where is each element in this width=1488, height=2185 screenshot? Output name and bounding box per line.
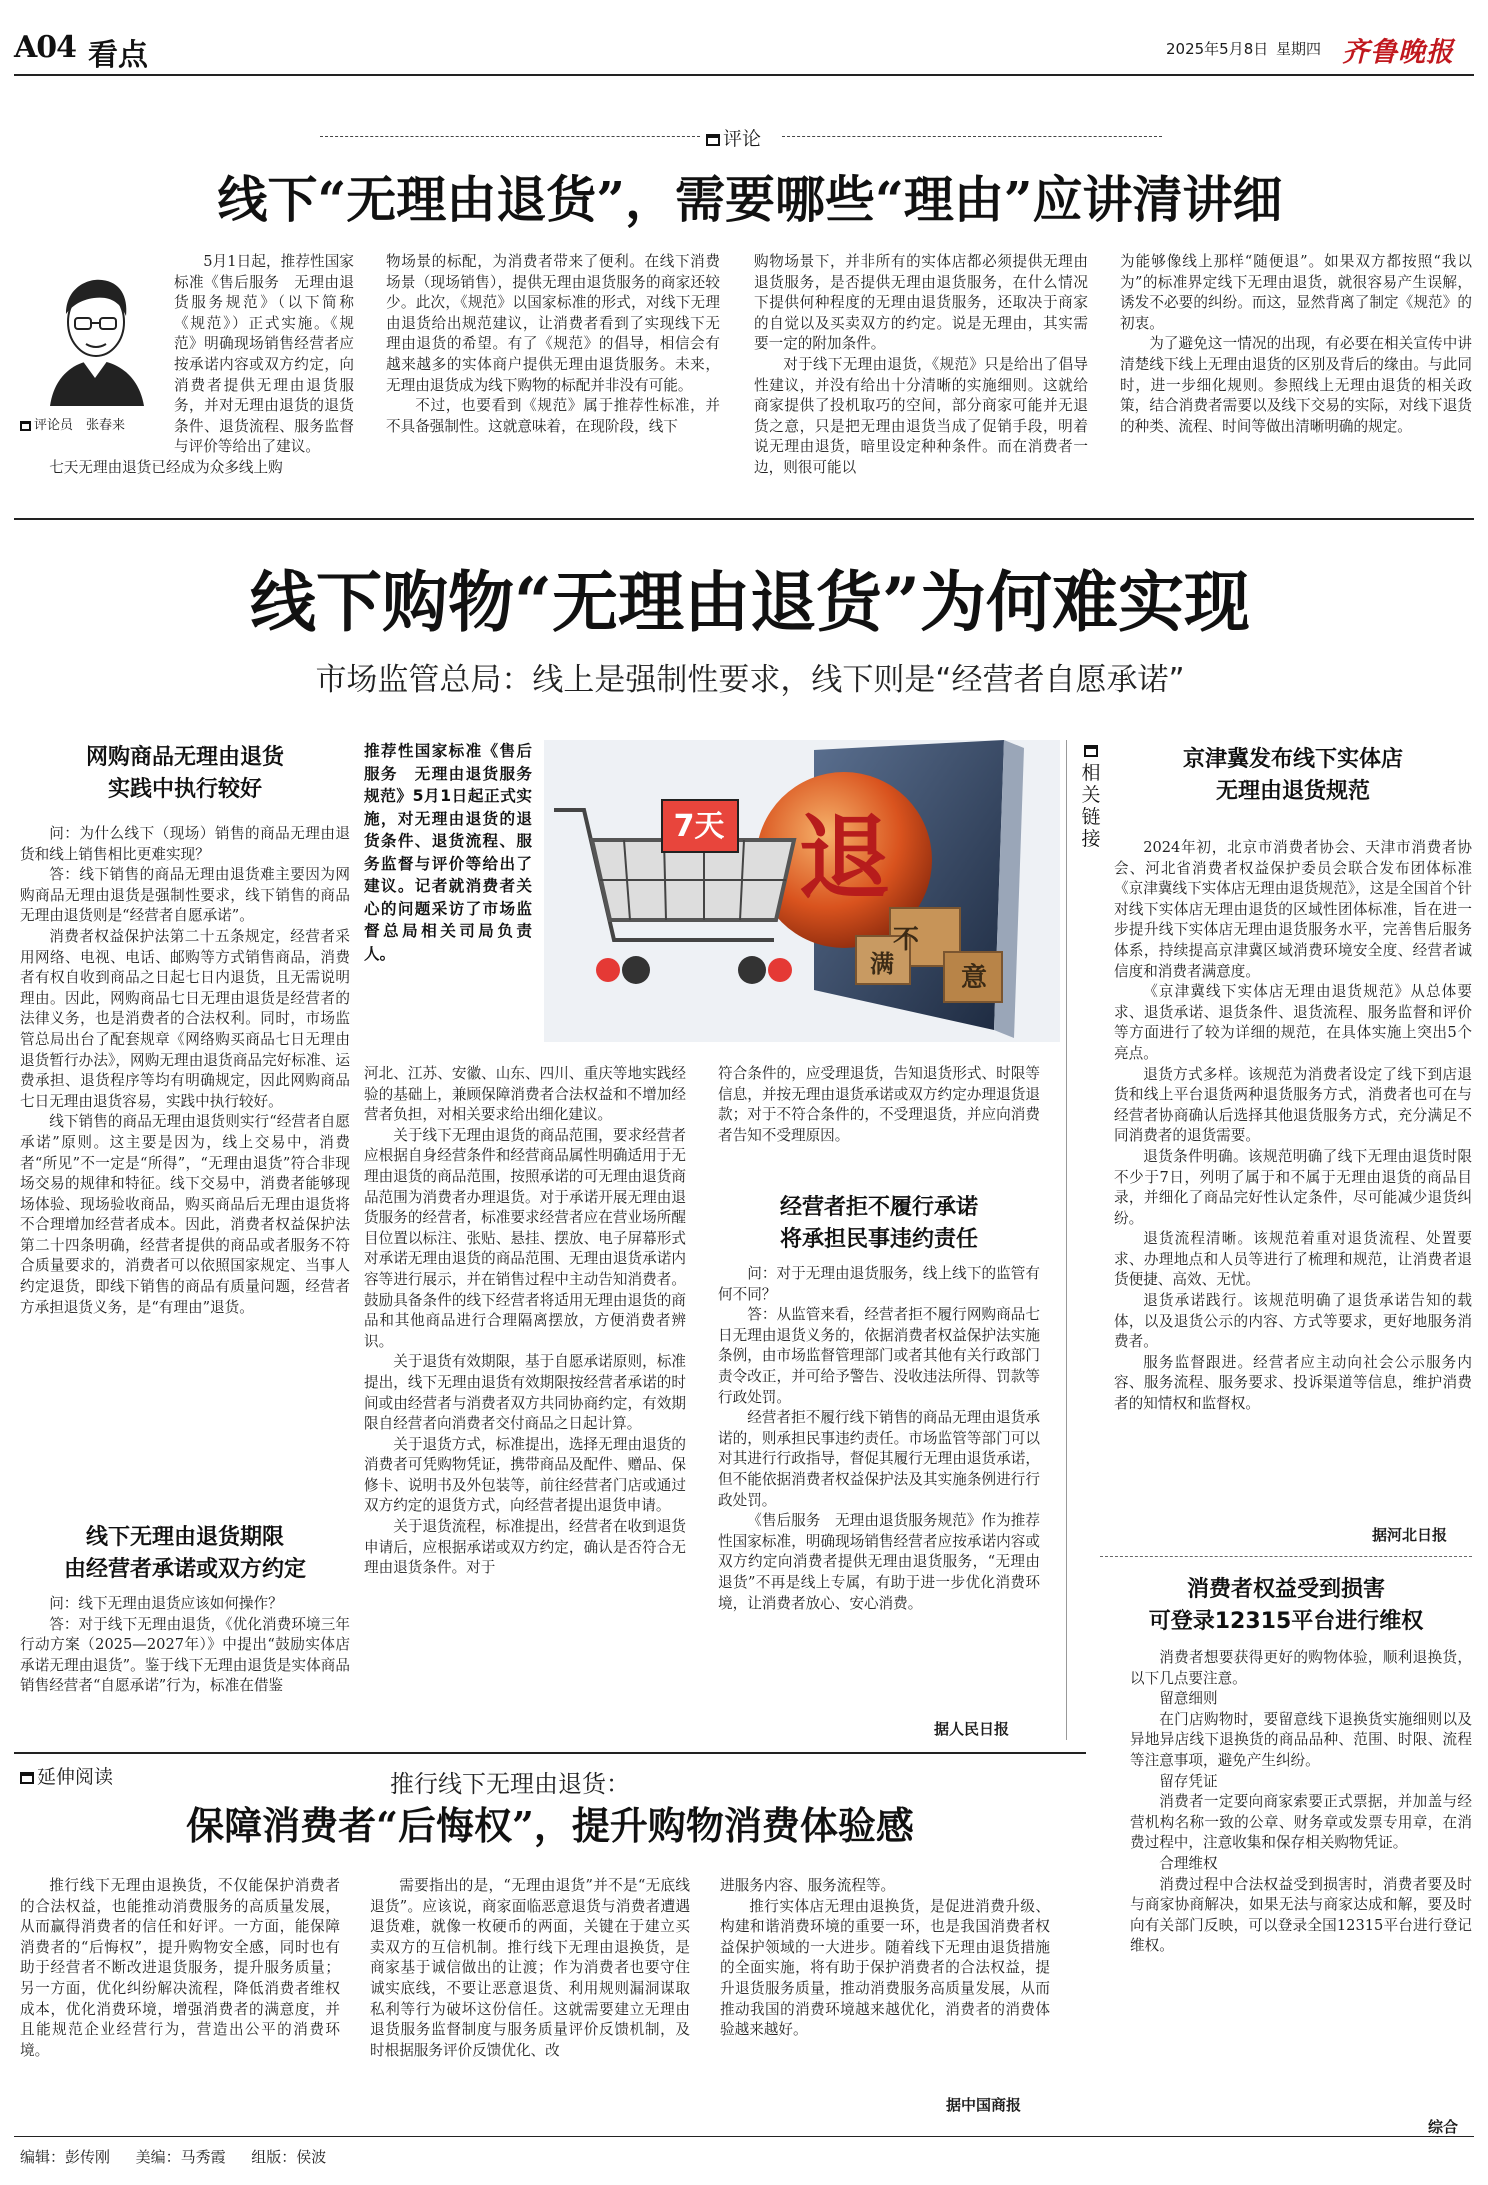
main-col-1b: 问：线下无理由退货应该如何操作？ 答：对于线下无理由退货，《优化消费环境三年行动方案（2025—2027年）》中提出“鼓励实体店承诺无理由退货”。鉴于线下无理由退货是实体商品销售经营者“自愿承诺”行为，标准在借鉴 xyxy=(20,1595,350,1695)
box-char-1: 不 xyxy=(892,925,920,955)
subhead-receipts: 留存凭证 xyxy=(1159,1772,1218,1790)
main-col-1a: 问：为什么线下（现场）销售的商品无理由退货和线上销售相比更难实现？ 答：线下销售的商品无理由退货难主要因为网购商品无理由退货是强制性要求，线下销售的商品无理由退货则是“经营者自愿承诺”。 消费者权益保护法第二十五条规定，经营者采用网络、电视、电话、邮购等方式销售商品，消费者有权自收到商品之日起七日内退货，且无需说明理由。因此，网购商品七日无理由退货是经营者的法律义务，也是消费者的合法权利。同时，市场监管总局出台了配套规章《网络购买商品七日无理由退货暂行办法》，网购无理由退货商品完好标准、运费承担、退货程序等均有明确规定，因此网购商品七日无理由退货容易，实践中执行较好。 线下销售的商品无理由退货则实行“经营者自愿承诺”原则。这主要是因为，线上交易中，消费者“所见”不一定是“所得”，“无理由退货”符合非现场交易的规律和特征。线下交易中，消费者能够现场体验、现场验收商品，购买商品后无理由退货将不合理增加经营者成本。因此，消费者权益保护法第二十四条明确，经营者提供的商品或者服务不符合质量要求的，消费者可以依照国家规定、当事人约定退货，即线下销售的商品有质量问题，经营者方承担退货义务，是“有理由”退货。 xyxy=(20,825,350,1316)
commentary-col-1: 5月1日起，推荐性国家标准《售后服务 无理由退货服务规范》（以下简称《规范》）正式实施。《规范》明确现场销售经营者应按承诺内容或双方约定，向消费者提供无理由退货服务，并对无理由退货的退货条件、退货流程、服务监督与评价等给出了建议。 七天无理由退货已经成为众多线上购 xyxy=(20,252,354,506)
commentary-col-2: 物场景的标配，为消费者带来了便利。在线下消费场景（现场销售），提供无理由退货服务的商家还较少。此次，《规范》以国家标准的形式，对线下无理由退货给出规范建议，让消费者看到了实现线下无理由退货的希望。有了《规范》的倡导，相信会有越来越多的实体商户提供无理由退货服务。未来，无理由退货成为线下购物的标配并非没有可能。 不过，也要看到《规范》属于推荐性标准，并不具备强制性。这就意味着，在现阶段，线下 xyxy=(386,253,720,435)
extended-credit: 据中国商报 xyxy=(946,2096,1022,2114)
extended-title: 保障消费者“后悔权”，提升购物消费体验感 xyxy=(186,1803,914,1848)
main-credit: 据人民日报 xyxy=(934,1720,1010,1738)
extended-box-icon xyxy=(20,1772,34,1784)
extended-kicker: 推行线下无理由退货： xyxy=(390,1770,630,1798)
subhead-rights: 合理维权 xyxy=(1159,1854,1218,1872)
checker-name: 侯波 xyxy=(296,2148,327,2166)
main-lead: 推荐性国家标准《售后服务 无理由退货服务规范》5月1日起正式实施，对无理由退货的退货条件、退货流程、服务监督与评价等给出了建议。记者就消费者关心的问题采访了市场监督总局相关司局负责人。 xyxy=(364,742,532,963)
main-heading-3: 经营者拒不履行承诺 将承担民事违约责任 xyxy=(779,1195,978,1252)
main-subtitle: 市场监管总局：线上是强制性要求，线下则是“经营者自愿承诺” xyxy=(315,662,1185,698)
commentary-col-4: 为能够像线上那样“随便退”。如果双方都按照“我以为”的标准界定线下无理由退货，就很容易产生误解，诱发不必要的纠纷。而这，显然背离了制定《规范》的初衷。 为了避免这一情况的出现，有必要在相关宣传中讲清楚线下线上无理由退货的区别及背后的缘由。与此同时，进一步细化规则。参照线上无理由退货的相关政策，结合消费者需要以及线下交易的实际，对线下退货的种类、流程、时间等做出清晰明确的规定。 xyxy=(1120,253,1472,435)
box-char-2: 满 xyxy=(870,949,894,978)
related-heading-1: 京津冀发布线下实体店 无理由退货规范 xyxy=(1182,747,1403,804)
portrait-spacer xyxy=(20,252,174,438)
main-col-2: 河北、江苏、安徽、山东、四川、重庆等地实践经验的基础上，兼顾保障消费者合法权益和不增加经营者负担，对相关要求给出细化建议。 关于线下无理由退货的商品范围，要求经营者应根据自身经营条件和经营商品属性明确适用于无理由退货的商品范围，按照承诺的可无理由退货商品范围为消费者办理退货。对于承诺开展无理由退货服务的经营者，标准要求经营者应在营业场所醒目位置以标注、张贴、悬挂、摆放、电子屏幕形式对承诺无理由退货的商品范围、无理由退货承诺内容等进行展示，并在销售过程中主动告知消费者。鼓励具备条件的线下经营者将适用无理由退货的商品和其他商品进行合理隔离摆放，方便消费者辨识。 关于退货有效期限，基于自愿承诺原则，标准提出，线下无理由退货有效期限按经营者承诺的时间或由经营者与消费者双方共同协商约定，有效期限自经营者向消费者交付商品之日起计算。 关于退货方式，标准提出，选择无理由退货的消费者可凭购物凭证，携带商品及配件、赠品、保修卡、说明书及外包装等，前往经营者门店或通过双方约定的退货方式，向经营者提出退货申请。 关于退货流程，标准提出，经营者在收到退货申请后，应根据承诺或双方约定，确认是否符合无理由退货条件。对于 xyxy=(364,1065,686,1577)
main-heading-1: 网购商品无理由退货 实践中执行较好 xyxy=(85,745,284,802)
related-label-box xyxy=(1080,742,1098,761)
extended-col-1: 推行线下无理由退换货，不仅能保护消费者的合法权益，也能推动消费服务的高质量发展，从而赢得消费者的信任和好评。一方面，能保障消费者的“后悔权”，提升购物安全感，同时也有助于经营者不断改进退货服务，提升服务质量；另一方面，优化纠纷解决流程，降低消费者维权成本，优化消费环境，增强消费者的满意度，并且能规范企业经营行为，营造出公平的消费环境。 xyxy=(20,1877,340,2059)
related-heading-2: 消费者权益受到损害 可登录12315平台进行维权 xyxy=(1148,1577,1424,1634)
brand-logo: 齐鲁晚报 xyxy=(1342,37,1454,68)
related-col-2: 消费者想要获得更好的购物体验，顺利退换货，以下几点要注意。 留意细则 在门店购物时，要留意线下退换货实施细则以及异地异店线下退换货的商品品种、范围、时限、流程等注意事项，避免产生纠纷。 留存凭证 消费者一定要向商家索要正式票据，并加盖与经营机构名称一致的公章、财务章或发票专用章，在消费过程中，注意收集和保存相关购物凭证。 合理维权 消费过程中合法权益受到损害时，消费者要及时与商家协商解决，如果无法与商家达成和解，要及时向有关部门反映，可以登录全国12315平台进行登记维权。 xyxy=(1130,1649,1472,1955)
related-label: 相关链接 xyxy=(1081,762,1101,850)
box-char-3: 意 xyxy=(960,963,988,993)
badge-text: 7天 xyxy=(673,809,725,844)
related-col-1: 2024年初，北京市消费者协会、天津市消费者协会、河北省消费者权益保护委员会联合发布团体标准《京津冀线下实体店无理由退货规范》，这是全国首个针对线下实体店无理由退货的区域性团体标准，旨在进一步提升线下实体店无理由退货服务水平，完善售后服务体系，持续提高京津冀区域消费环境安全度、经营者诚信度和消费者满意度。 《京津冀线下实体店无理由退货规范》从总体要求、退货承诺、退货条件、退货流程、服务监督和评价等方面进行了较为详细的规范，在具体实施上突出5个亮点。 退货方式多样。该规范为消费者设定了线下到店退货和线上平台退货两种退货服务方式，消费者也可在与经营者协商确认后选择其他退货服务方式，充分满足不同消费者的退货需要。 退货条件明确。该规范明确了线下无理由退货时限不少于7日，列明了属于和不属于无理由退货的商品目录，并细化了商品完好性认定条件，尽可能减少退货纠纷。 退货流程清晰。该规范着重对退货流程、处置要求、办理地点和人员等进行了梳理和规范，让消费者退货便捷、高效、无忧。 退货承诺践行。该规范明确了退货承诺告知的载体，以及退货公示的内容、方式等要求，更好地服务消费者。 服务监督跟进。经营者应主动向社会公示服务内容、服务流程、服务要求、投诉渠道等信息，维护消费者的知情权和监督权。 xyxy=(1114,839,1472,1413)
section-name: 看点 xyxy=(88,38,148,73)
related-credit-1: 据河北日报 xyxy=(1372,1526,1448,1544)
commentary-label: 评论 xyxy=(706,124,761,151)
main-heading-2: 线下无理由退货期限 由经营者承诺或双方约定 xyxy=(63,1525,306,1582)
issue-date: 2025年5月8日 xyxy=(1166,40,1269,58)
extended-top-rule xyxy=(14,1752,1086,1754)
commentary-divider-right xyxy=(782,136,1162,137)
main-title: 线下购物“无理由退货”为何难实现 xyxy=(250,563,1250,641)
main-photo xyxy=(544,740,1060,1042)
extended-col-2: 需要指出的是，“无理由退货”并不是“无底线退货”。应该说，商家面临恶意退货与消费者遭遇退货难，就像一枚硬币的两面，关键在于建立买卖双方的互信机制。推行线下无理由退换货，是商家基于诚信做出的让渡；作为消费者也要守住诚实底线，不要让恶意退货、利用规则漏洞谋取私利等行为破坏这份信任。这就需要建立无理由退货服务监督制度与服务质量评价反馈机制，及时根据服务评价反馈优化、改 xyxy=(370,1877,690,2059)
editor-name: 彭传刚 xyxy=(65,2148,111,2166)
main-col-3a: 符合条件的，应受理退货，告知退货形式、时限等信息，并按无理由退货承诺或双方约定办理退货退款；对于不符合条件的，不受理退货，并应向消费者告知不受理原因。 xyxy=(718,1065,1040,1144)
footer-rule xyxy=(14,2136,1474,2137)
section-box-icon xyxy=(706,134,720,146)
page-number: A04 xyxy=(14,30,77,65)
main-col-3b: 问：对于无理由退货服务，线上线下的监管有何不同？ 答：从监管来看，经营者拒不履行网购商品七日无理由退货义务的，依据消费者权益保护法实施条例，由市场监督管理部门或者其他有关行政部门责令改正，并可给予警告、没收违法所得、罚款等行政处罚。 经营者拒不履行线下销售的商品无理由退货承诺的，则承担民事违约责任。市场监管等部门可以对其进行行政指导，督促其履行无理由退货承诺，但不能依据消费者权益保护法及其实施条例进行行政处罚。 《售后服务 无理由退货服务规范》作为推荐性国家标准，明确现场销售经营者应按承诺内容或双方约定向消费者提供无理由退货服务，“无理由退货”不再是线上专属，有助于进一步优化消费环境，让消费者放心、安心消费。 xyxy=(718,1265,1040,1612)
related-mid-rule xyxy=(1100,1556,1472,1557)
commentary-title: 线下“无理由退货”，需要哪些“理由”应讲清讲细 xyxy=(217,170,1283,229)
header-rule xyxy=(14,74,1474,76)
commentary-col-3: 购物场景下，并非所有的实体店都必须提供无理由退货服务，是否提供无理由退货服务，在什么情况下提供何种程度的无理由退货服务，还取决于商家的自觉以及买卖双方的约定。说是无理由，其实需要一定的附加条件。 对于线下无理由退货，《规范》只是给出了倡导性建议，并没有给出十分清晰的实施细则。这就给商家提供了投机取巧的空间，部分商家可能并无退货之意，只是把无理由退货当成了促销手段，明着说无理由退货，暗里设定种种条件。而在消费者一边，则很可能以 xyxy=(754,253,1088,476)
issue-weekday: 星期四 xyxy=(1276,40,1322,58)
return-char: 退 xyxy=(797,804,891,912)
commentary-bottom-rule xyxy=(14,518,1474,520)
related-box-icon xyxy=(1084,745,1098,757)
subhead-details: 留意细则 xyxy=(1159,1690,1218,1708)
author-caption: 评论员 张春来 xyxy=(20,414,125,433)
designer-name: 马秀霞 xyxy=(180,2148,226,2166)
footer-credits: 编辑：彭传刚 美编：马秀霞 组版：侯波 xyxy=(20,2148,327,2166)
related-credit-2: 综合 xyxy=(1428,2118,1459,2136)
extended-col-3: 进服务内容、服务流程等。 推行实体店无理由退换货，是促进消费升级、构建和谐消费环境的重要一环，也是我国消费者权益保护领域的一大进步。随着线下无理由退货措施的全面实施，将有助于保护消费者的合法权益，提升退货服务质量，推动消费服务高质量发展，从而推动我国的消费环境越来越优化，消费者的消费体验越来越好。 xyxy=(720,1877,1050,2039)
commentary-divider-left xyxy=(320,136,700,137)
extended-label: 延伸阅读 xyxy=(20,1762,113,1789)
related-divider xyxy=(1066,740,1067,1740)
page-header xyxy=(14,28,1474,72)
